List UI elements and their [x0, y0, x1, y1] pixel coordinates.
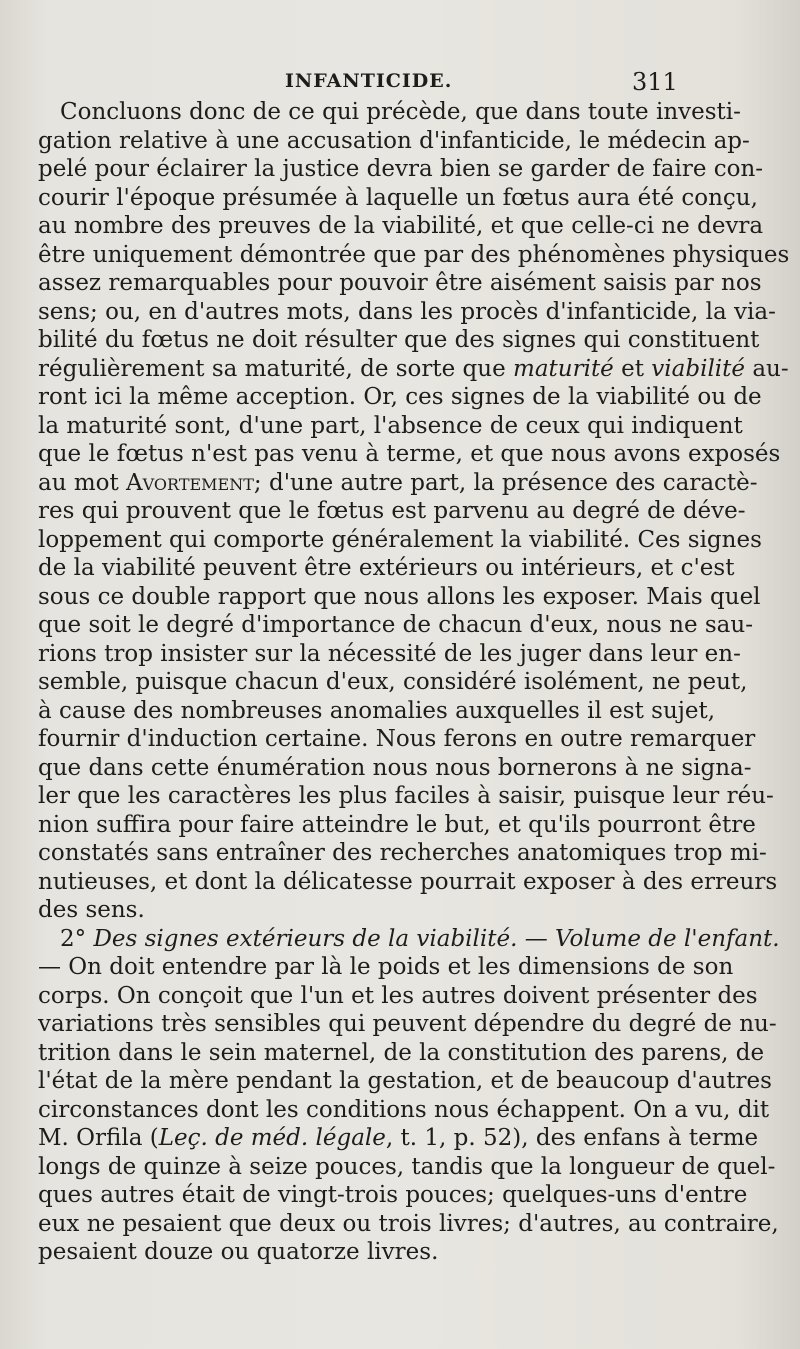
text-line: courir l'époque présumée à laquelle un fœtus aura été conçu, [38, 184, 758, 211]
text-line: bilité du fœtus ne doit résulter que des signes qui constituent [38, 327, 760, 353]
text-run: ; d'une autre part, la présence des caractè- [253, 469, 758, 496]
text-line: constatés sans entraîner des recherches anatomiques trop mi- [38, 840, 767, 866]
text-line: — On doit entendre par là le poids et les dimensions de son [38, 954, 734, 980]
text-line: fournir d'induction certaine. Nous ferons en outre remarquer [38, 726, 756, 752]
italic-term: maturité [513, 355, 614, 382]
text-line: nutieuses, et dont la délicatesse pourrait exposer à des erreurs [38, 868, 778, 895]
text-line [38, 1124, 759, 1153]
text-line: variations très sensibles qui peuvent dépendre du degré de nu- [38, 1011, 777, 1037]
text-line: sens; ou, en d'autres mots, dans les procès d'infanticide, la via- [38, 298, 776, 325]
text-line: ler que les caractères les plus faciles à saisir, puisque leur réu- [38, 783, 774, 809]
text-line: Concluons donc de ce qui précède, que dans toute investi- [60, 99, 741, 125]
section-heading [38, 925, 780, 954]
text-run: M. Orfila ( [38, 1125, 159, 1151]
italic-citation: Leç. de méd. légale [158, 1125, 386, 1151]
text-line [38, 355, 789, 384]
text-line: ront ici la même acception. Or, ces signes de la viabilité ou de [38, 384, 762, 410]
text-line: que le fœtus n'est pas venu à terme, et que nous avons exposés [38, 441, 781, 467]
text-line: rions trop insister sur la nécessité de les juger dans leur en- [38, 640, 741, 667]
text-line: sous ce double rapport que nous allons les exposer. Mais quel [38, 583, 761, 610]
text-run: 2° [60, 925, 94, 952]
text-line: gation relative à une accusation d'infanticide, le médecin ap- [38, 127, 750, 154]
body-text [38, 98, 790, 1267]
text-line: que dans cette énumération nous nous bornerons à ne signa- [38, 754, 752, 781]
small-caps-term: Avortement [126, 469, 254, 496]
text-line: nion suffira pour faire atteindre le but, et qu'ils pourront être [38, 811, 756, 838]
text-line: res qui prouvent que le fœtus est parvenu au degré de déve- [38, 498, 746, 524]
text-run: au- [745, 355, 789, 382]
page-header [0, 70, 800, 100]
text-line: l'état de la mère pendant la gestation, et de beaucoup d'autres [38, 1068, 772, 1094]
running-head: INFANTICIDE. [285, 70, 453, 92]
text-line: semble, puisque chacun d'eux, considéré isolément, ne peut, [38, 669, 748, 695]
text-run: au mot [38, 469, 127, 496]
text-line: loppement qui comporte généralement la viabilité. Ces signes [38, 526, 762, 553]
text-run: ), des enfans à terme [512, 1125, 759, 1151]
text-line: à cause des nombreuses anomalies auxquelles il est sujet, [38, 697, 716, 724]
text-line: trition dans le sein maternel, de la constitution des parens, de [38, 1039, 765, 1066]
text-line: des sens. [38, 897, 145, 923]
text-line [38, 469, 758, 498]
text-line: assez remarquables pour pouvoir être aisément saisis par nos [38, 270, 762, 296]
italic-term: viabilité [651, 355, 746, 382]
text-run: régulièrement sa maturité, de sorte que [38, 355, 514, 382]
text-line: être uniquement démontrée que par des phénomènes physiques [38, 241, 790, 268]
text-line: eux ne pesaient que deux ou trois livres; d'autres, au contraire, [38, 1210, 779, 1237]
text-line: au nombre des preuves de la viabilité, et que celle-ci ne devra [38, 213, 764, 239]
text-line: corps. On conçoit que l'un et les autres doivent présenter des [38, 982, 758, 1009]
text-line: pelé pour éclairer la justice devra bien se garder de faire con- [38, 156, 764, 182]
text-line: que soit le degré d'importance de chacun d'eux, nous ne sau- [38, 612, 753, 638]
text-run: et [613, 355, 652, 382]
text-line: de la viabilité peuvent être extérieurs ou intérieurs, et c'est [38, 555, 735, 581]
text-line: la maturité sont, d'une part, l'absence de ceux qui indiquent [38, 412, 743, 439]
italic-heading: Des signes extérieurs de la viabilité. — Volume de l'enfant. [93, 925, 780, 952]
text-line: pesaient douze ou quatorze livres. [38, 1239, 439, 1265]
text-line: circonstances dont les conditions nous échappent. On a vu, dit [38, 1096, 770, 1123]
page-number: 311 [632, 68, 678, 96]
text-line: longs de quinze à seize pouces, tandis que la longueur de quel- [38, 1153, 776, 1180]
text-run: , t. 1, p. 52 [385, 1125, 513, 1151]
text-line: ques autres était de vingt-trois pouces; quelques-uns d'entre [38, 1182, 748, 1208]
